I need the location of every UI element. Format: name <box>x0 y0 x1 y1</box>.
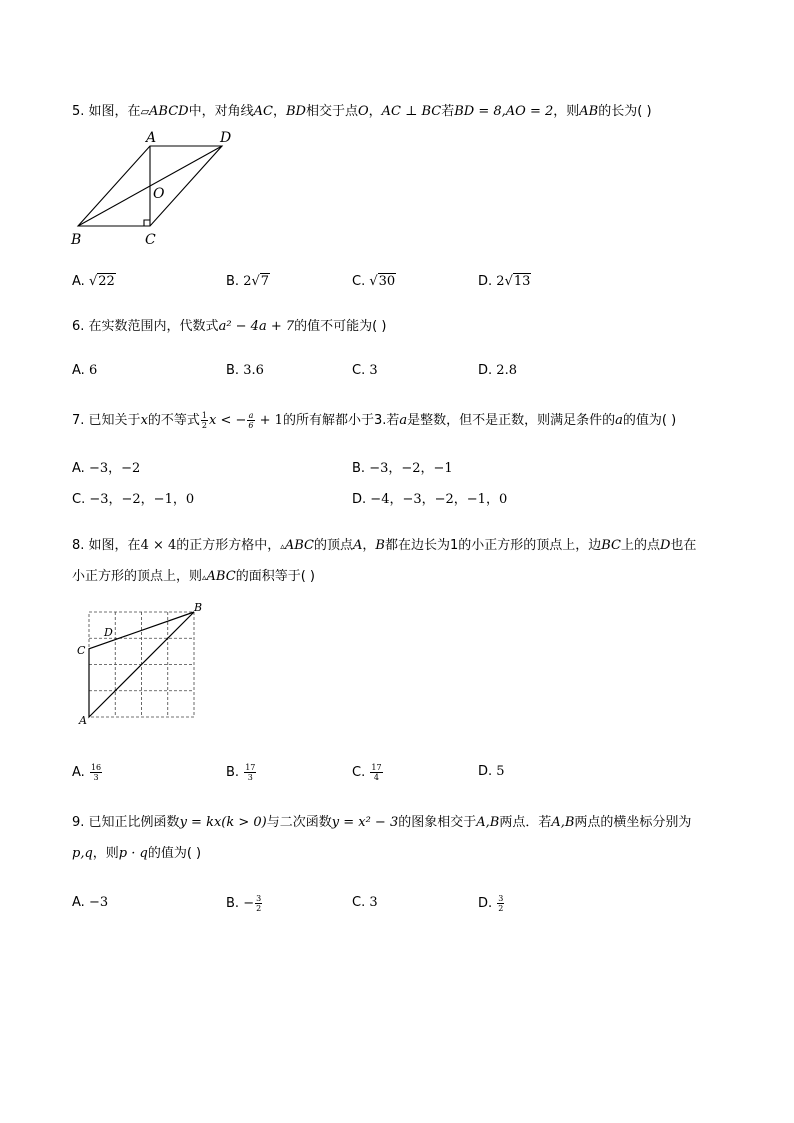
label-d: D <box>220 130 232 146</box>
fraction: $\frac{a}{6}$ <box>248 411 254 430</box>
label-o: O <box>153 186 165 202</box>
label-d: D <box>104 626 113 639</box>
question-8-stem-line-2: 小正方形的顶点上，则▵ABC的面积等于( ) <box>72 569 315 584</box>
option-a[interactable]: A. −3 <box>72 895 109 910</box>
label-a: A <box>79 714 87 726</box>
parallelogram-symbol: ▱ <box>140 105 150 118</box>
option-a[interactable]: A. √22 <box>72 274 115 289</box>
label-c: C <box>77 644 86 657</box>
option-a[interactable]: A. −3，−2 <box>72 461 141 476</box>
option-a[interactable]: A. 6 <box>72 363 98 378</box>
sqrt-symbol: √ <box>504 274 513 289</box>
label-a: A <box>146 130 157 146</box>
triangle-symbol: ▵ <box>202 573 207 583</box>
question-number: 8. <box>72 538 89 553</box>
label-b: B <box>71 232 82 248</box>
option-d[interactable]: D. −4，−3，−2，−1，0 <box>352 492 508 507</box>
option-b[interactable]: B. −3，−2，−1 <box>352 461 453 476</box>
fraction: $\frac{1}{2}$ <box>201 411 208 430</box>
option-c[interactable]: C. 3 <box>352 895 378 910</box>
question-9-stem-line-2: p,q，则p · q的值为( ) <box>72 846 202 861</box>
option-d[interactable]: D. 5 <box>478 764 505 779</box>
sqrt-symbol: √ <box>251 274 260 289</box>
option-c[interactable]: C. −3，−2，−1，0 <box>72 492 195 507</box>
question-number: 5. <box>72 104 89 119</box>
fraction: $\frac{3}{2}$ <box>256 894 262 913</box>
question-9-stem-line-1: 9. 已知正比例函数y = kx(k > 0)与二次函数y = x² − 3的图象相交于A,B两点．若A,B两点的横坐标分别为 <box>72 815 692 830</box>
label-c: C <box>145 232 156 248</box>
question-number: 9. <box>72 815 89 830</box>
grid-figure <box>74 600 208 726</box>
option-b[interactable]: B. − $\frac{3}{2}$ <box>226 894 262 913</box>
question-5-stem: 5. 如图，在▱ABCD中，对角线AC，BD相交于点O，AC ⊥ BC若BD = 8,AO = 2，则AB的长为( ) <box>72 104 652 119</box>
option-b[interactable]: B. 2√7 <box>226 274 270 289</box>
right-angle-mark <box>144 220 150 226</box>
fraction: $\frac{16}{3}$ <box>90 763 102 782</box>
question-7-stem: 7. 已知关于x的不等式 $\frac{1}{2}$ x < − $\frac{a}{6}$ + 1的所有解都小于3.若a是整数，但不是正数，则满足条件的a的值为( ) <box>72 411 677 430</box>
option-d[interactable]: D. 2√13 <box>478 274 531 289</box>
triangle-symbol: ▵ <box>280 542 285 552</box>
parallelogram-figure <box>66 128 246 250</box>
option-c[interactable]: C. √30 <box>352 274 396 289</box>
option-b[interactable]: B. $\frac{17}{3}$ <box>226 763 256 782</box>
question-number: 6. <box>72 319 89 334</box>
option-d[interactable]: D. $\frac{3}{2}$ <box>478 894 504 913</box>
option-c[interactable]: C. 3 <box>352 363 378 378</box>
option-d[interactable]: D. 2.8 <box>478 363 517 378</box>
fraction: $\frac{17}{4}$ <box>371 763 382 782</box>
label-b: B <box>194 601 203 614</box>
question-6-stem: 6. 在实数范围内，代数式a² − 4a + 7的值不可能为( ) <box>72 319 387 334</box>
question-number: 7. <box>72 413 89 428</box>
question-8-stem-line-1: 8. 如图，在4 × 4的正方形方格中，▵ABC的顶点A，B都在边长为1的小正方形的顶点上，边BC上的点D也在 <box>72 538 697 553</box>
sqrt-symbol: √ <box>369 274 378 289</box>
option-a[interactable]: A. $\frac{16}{3}$ <box>72 763 102 782</box>
option-c[interactable]: C. $\frac{17}{4}$ <box>352 763 382 782</box>
fraction: $\frac{17}{3}$ <box>245 763 256 782</box>
option-b[interactable]: B. 3.6 <box>226 363 264 378</box>
sqrt-symbol: √ <box>88 274 98 289</box>
fraction: $\frac{3}{2}$ <box>498 894 504 913</box>
